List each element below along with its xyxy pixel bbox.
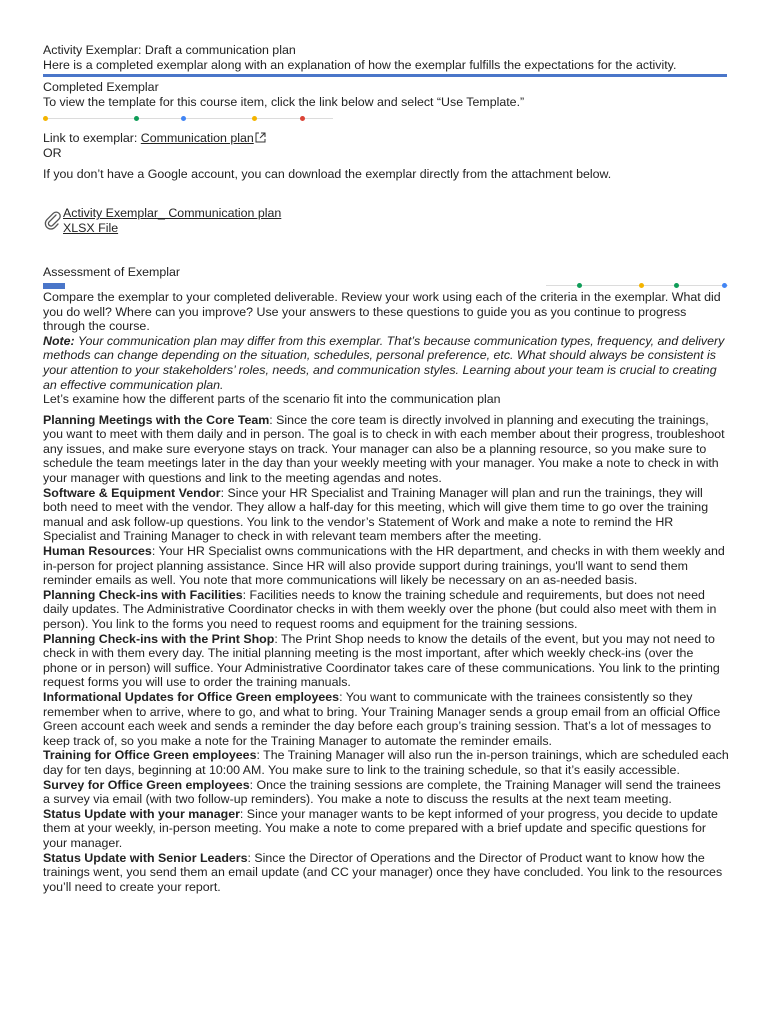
item-text: : Your HR Specialist owns communications with the HR department, and checks in with them weekly and in-person for project planning assistance. Since HR will also provide support during trainings, you'll want to send them reminder emails as well. You note that more communications will likely be necessary on an as-needed basis. — [43, 544, 725, 588]
item-term: Training for Office Green employees — [43, 748, 257, 763]
item-term: Status Update with Senior Leaders — [43, 850, 248, 865]
dot-divider — [43, 114, 333, 123]
item-term: Survey for Office Green employees — [43, 777, 250, 792]
item-text: : Once the training sessions are complete, the Training Manager will send the trainees a survey via email (with two follow-up reminders). You make a note to discuss the results at the next team meeting. — [43, 777, 721, 807]
list-item — [43, 690, 729, 748]
list-item — [43, 632, 729, 690]
item-term: Planning Check-ins with the Print Shop — [43, 631, 275, 646]
item-term: Human Resources — [43, 544, 152, 559]
download-note: If you don’t have a Google account, you can download the exemplar directly from the attachment below. — [43, 166, 612, 181]
assessment-intro: Compare the exemplar to your completed deliverable. Review your work using each of the criteria in the exemplar. What did you do well? Where can you improve? Use your answers to these questions to guide you as you continue to progress through the course. — [43, 289, 721, 334]
communication-plan-link[interactable]: Communication plan — [140, 131, 254, 146]
assessment-heading: Assessment of Exemplar — [43, 265, 181, 280]
attachment[interactable] — [43, 206, 729, 235]
note-text: Your communication plan may differ from this exemplar. That’s because communication types, frequency, and delivery methods can change depending on the situation, schedules, personal preference, etc. What should always be consistent is your attention to your stakeholders’ roles, needs, and communication styles. Learning about your team is crucial to creating an effective communication plan. — [43, 333, 725, 392]
page-subtitle: Here is a completed exemplar along with an explanation of how the exemplar fulfills the expectations for the activity. — [43, 57, 677, 72]
link-prefix: Link to exemplar: — [43, 131, 141, 146]
item-term: Status Update with your manager — [43, 806, 240, 821]
item-text: : Since the Director of Operations and the Director of Product want to know how the trainings went, you send them an email update (and CC your manager) once they have concluded. You link to the resources you’ll need to create your report. — [43, 850, 723, 894]
item-term: Informational Updates for Office Green employees — [43, 689, 340, 704]
item-term: Planning Check-ins with Facilities — [43, 587, 243, 602]
item-text: : The Print Shop needs to know the details of the event, but you may not need to check in with them every day. The initial planning meeting is the most important, after which weekly check-ins (over the phone or in person) will suffice. Your Administrative Coordinator takes care of these communications. You link to the printing request forms you will use to order the training manuals. — [43, 631, 720, 690]
list-item — [43, 588, 729, 632]
item-text: : You want to communicate with the trainees consistently so they remember when to arrive, where to go, and what to bring. Your Training Manager sends a group email from an official Office Green account each week and sends a reminder the day before each group’s training session. That’s a lot of messages to keep track of, so you make a note for the Training Manager to automate the reminder emails. — [43, 689, 721, 748]
attachment-type-link[interactable]: XLSX File — [63, 220, 119, 235]
attachment-name-link[interactable]: Activity Exemplar_ Communication plan — [63, 206, 282, 221]
template-instruction: To view the template for this course item, click the link below and select “Use Template.” — [43, 94, 525, 109]
assessment-tab-marker — [43, 283, 65, 289]
list-item — [43, 486, 729, 544]
or-label: OR — [43, 145, 62, 160]
item-term: Planning Meetings with the Core Team — [43, 412, 270, 427]
note-label: Note: — [43, 333, 75, 348]
exemplar-link-line — [43, 131, 729, 146]
item-text: : Since your HR Specialist and Training Manager will plan and run the trainings, they will both need to meet with the vendor. They allow a half-day for this meeting, which will give them time to go over the training manual and ask follow-up questions. You link to the vendor’s Statement of Work and make a note to remind the HR Specialist and Training Manager to check in with relevant team members after the meeting. — [43, 485, 709, 544]
examine-line: Let’s examine how the different parts of the scenario fit into the communication plan — [43, 392, 501, 407]
dot-divider-right — [546, 281, 728, 290]
item-text: : Facilities needs to know the training schedule and requirements, but does not need daily updates. The Administrative Coordinator checks in with them weekly over the phone (but could also meet with them in person). You link to the forms you need to request rooms and equipment for the training sessions. — [43, 587, 717, 631]
document-page — [43, 43, 729, 894]
list-item — [43, 807, 729, 851]
list-item — [43, 778, 729, 807]
list-item — [43, 851, 729, 895]
list-item — [43, 544, 729, 588]
list-item — [43, 748, 729, 777]
list-item — [43, 413, 729, 486]
stakeholder-list — [43, 413, 729, 895]
assessment-note — [43, 334, 729, 392]
item-term: Software & Equipment Vendor — [43, 485, 221, 500]
item-text: : Since the core team is directly involved in planning and executing the trainings, you want to meet with them daily and in person. The goal is to check in with each member about their progress, troubleshoot any issues, and make sure everyone stays on track. Your manager can also be a planning resource, so you make sure to schedule the team meetings later in the day than your weekly meeting with your manager. You make a note to check in with your manager with questions and link to the meeting agendas and notes. — [43, 412, 725, 486]
item-text: : Since your manager wants to be kept informed of your progress, you decide to update them at your weekly, in-person meeting. You make a note to come prepared with a brief update and specific questions for your manager. — [43, 806, 718, 850]
completed-heading: Completed Exemplar — [43, 80, 159, 95]
page-title: Activity Exemplar: Draft a communication plan — [43, 43, 296, 57]
item-text: : The Training Manager will also run the in-person trainings, which are scheduled each day for ten days, beginning at 10:00 AM. You make sure to link to the training schedule, so that it’s easily accessible. — [43, 748, 729, 777]
paperclip-icon — [43, 210, 63, 230]
title-divider — [43, 74, 727, 77]
external-link-icon — [255, 132, 266, 143]
